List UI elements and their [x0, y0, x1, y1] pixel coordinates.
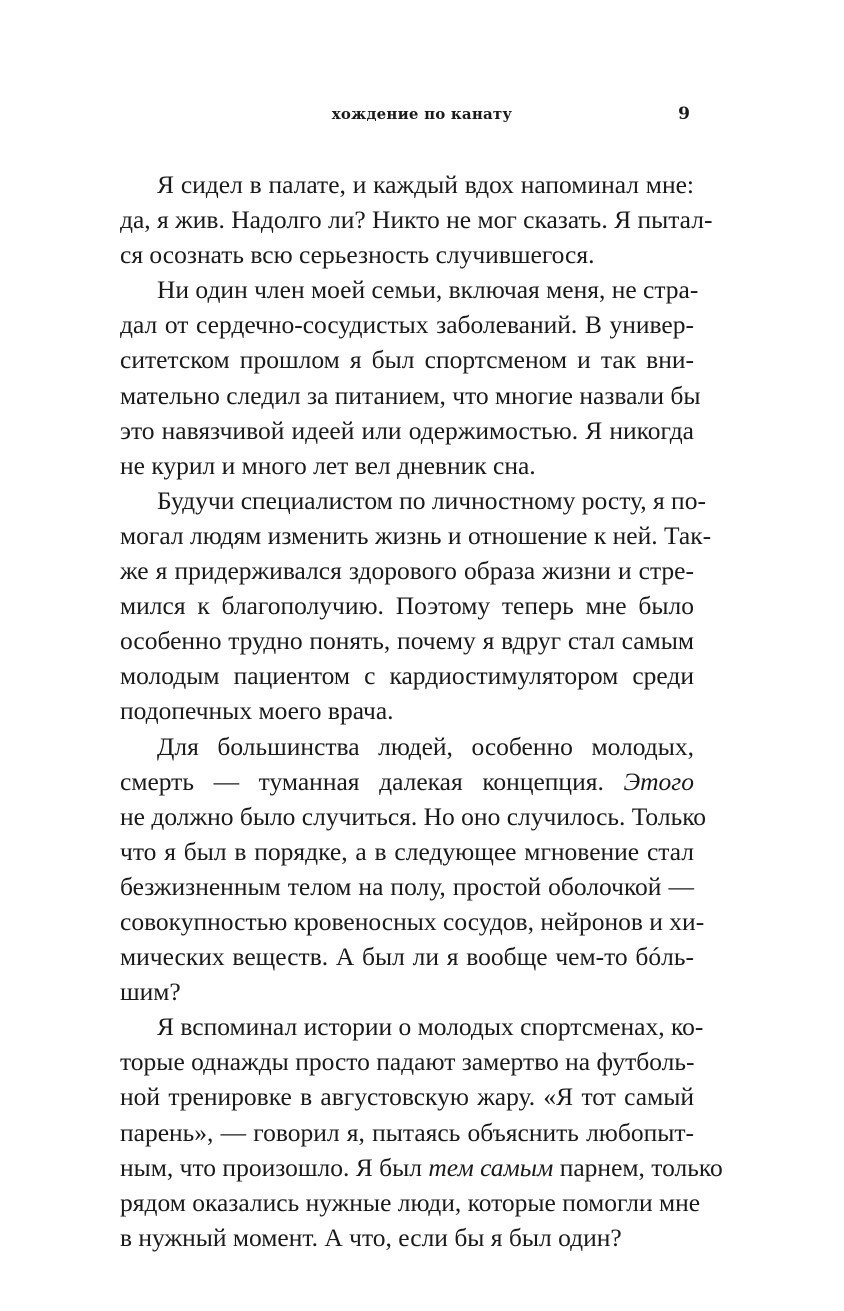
text-line: Я вспоминал истории о молодых спортсменах, ко-: [157, 1012, 704, 1042]
text-run: парнем, только: [559, 1152, 723, 1182]
text-line: особенно трудно понять, почему я вдруг стал самым: [120, 626, 694, 656]
text-line: ситетском прошлом я был спортсменом и так вни-: [120, 345, 694, 375]
page-number: 9: [678, 104, 690, 124]
paragraph-4: [120, 729, 707, 1010]
text-line: могал людям изменить жизнь и отношение к ней. Так-: [120, 520, 712, 550]
running-title: хождение по канату: [331, 105, 513, 123]
text-line: дал от сердечно-сосудистых заболеваний. В универ-: [120, 310, 694, 340]
paragraph-5: [120, 1009, 723, 1255]
text-line: это навязчивой идеей или одержимостью. Я никогда: [120, 415, 694, 445]
text-line: в нужный момент. А что, если бы я был один?: [120, 1222, 622, 1252]
text-line: [120, 1150, 723, 1185]
text-line: Будучи специалистом по личностному росту, я по-: [157, 485, 706, 515]
text-line: да, я жив. Надолго ли? Никто не мог сказать. Я пытал-: [120, 205, 713, 235]
text-line: не должно было случиться. Но оно случилось. Только: [120, 801, 707, 831]
text-line: ся осознать всю серьезность случившегося.: [120, 240, 595, 270]
text-line: мился к благополучию. Поэтому теперь мне было: [120, 591, 694, 621]
text-line: мательно следил за питанием, что многие назвали бы: [120, 380, 701, 410]
text-line: подопечных моего врача.: [120, 696, 394, 726]
paragraph-3: [120, 483, 712, 729]
text-line: же я придерживался здорового образа жизни и стре-: [120, 556, 694, 586]
text-line: торые однажды просто падают замертво на футболь-: [120, 1047, 695, 1077]
body-text: [120, 167, 723, 1255]
paragraph-2: [120, 272, 701, 483]
text-line: совокупностью кровеносных сосудов, нейронов и хи-: [120, 906, 705, 936]
text-line: Для большинства людей, особенно молодых,: [157, 731, 694, 761]
text-line: что я был в порядке, а в следующее мгновение стал: [120, 836, 694, 866]
text-run: смерть — туманная далекая концепция.: [120, 766, 604, 796]
text-line: шим?: [120, 977, 181, 1007]
italic-emphasis: Этого: [623, 766, 694, 796]
text-line: не курил и много лет вел дневник сна.: [120, 450, 536, 480]
text-line: парень», — говорил я, пытаясь объяснить любопыт-: [120, 1117, 694, 1147]
italic-emphasis: тем самым: [428, 1152, 554, 1182]
running-head: [0, 104, 844, 128]
text-line: рядом оказались нужные люди, которые помогли мне: [120, 1187, 701, 1217]
text-line: молодым пациентом с кардиостимулятором среди: [120, 661, 694, 691]
text-line: безжизненным телом на полу, простой оболочкой —: [120, 871, 694, 901]
text-line: ной тренировке в августовскую жару. «Я тот самый: [120, 1082, 694, 1112]
text-line: Ни один член моей семьи, включая меня, не стра-: [157, 275, 699, 305]
text-line: [120, 764, 694, 799]
text-line: Я сидел в палате, и каждый вдох напоминал мне:: [157, 170, 694, 199]
paragraph-1: [120, 167, 713, 272]
text-run: ным, что произошло. Я был: [120, 1152, 422, 1182]
text-line: мических веществ. А был ли я вообще чем-то бóль-: [120, 942, 694, 972]
